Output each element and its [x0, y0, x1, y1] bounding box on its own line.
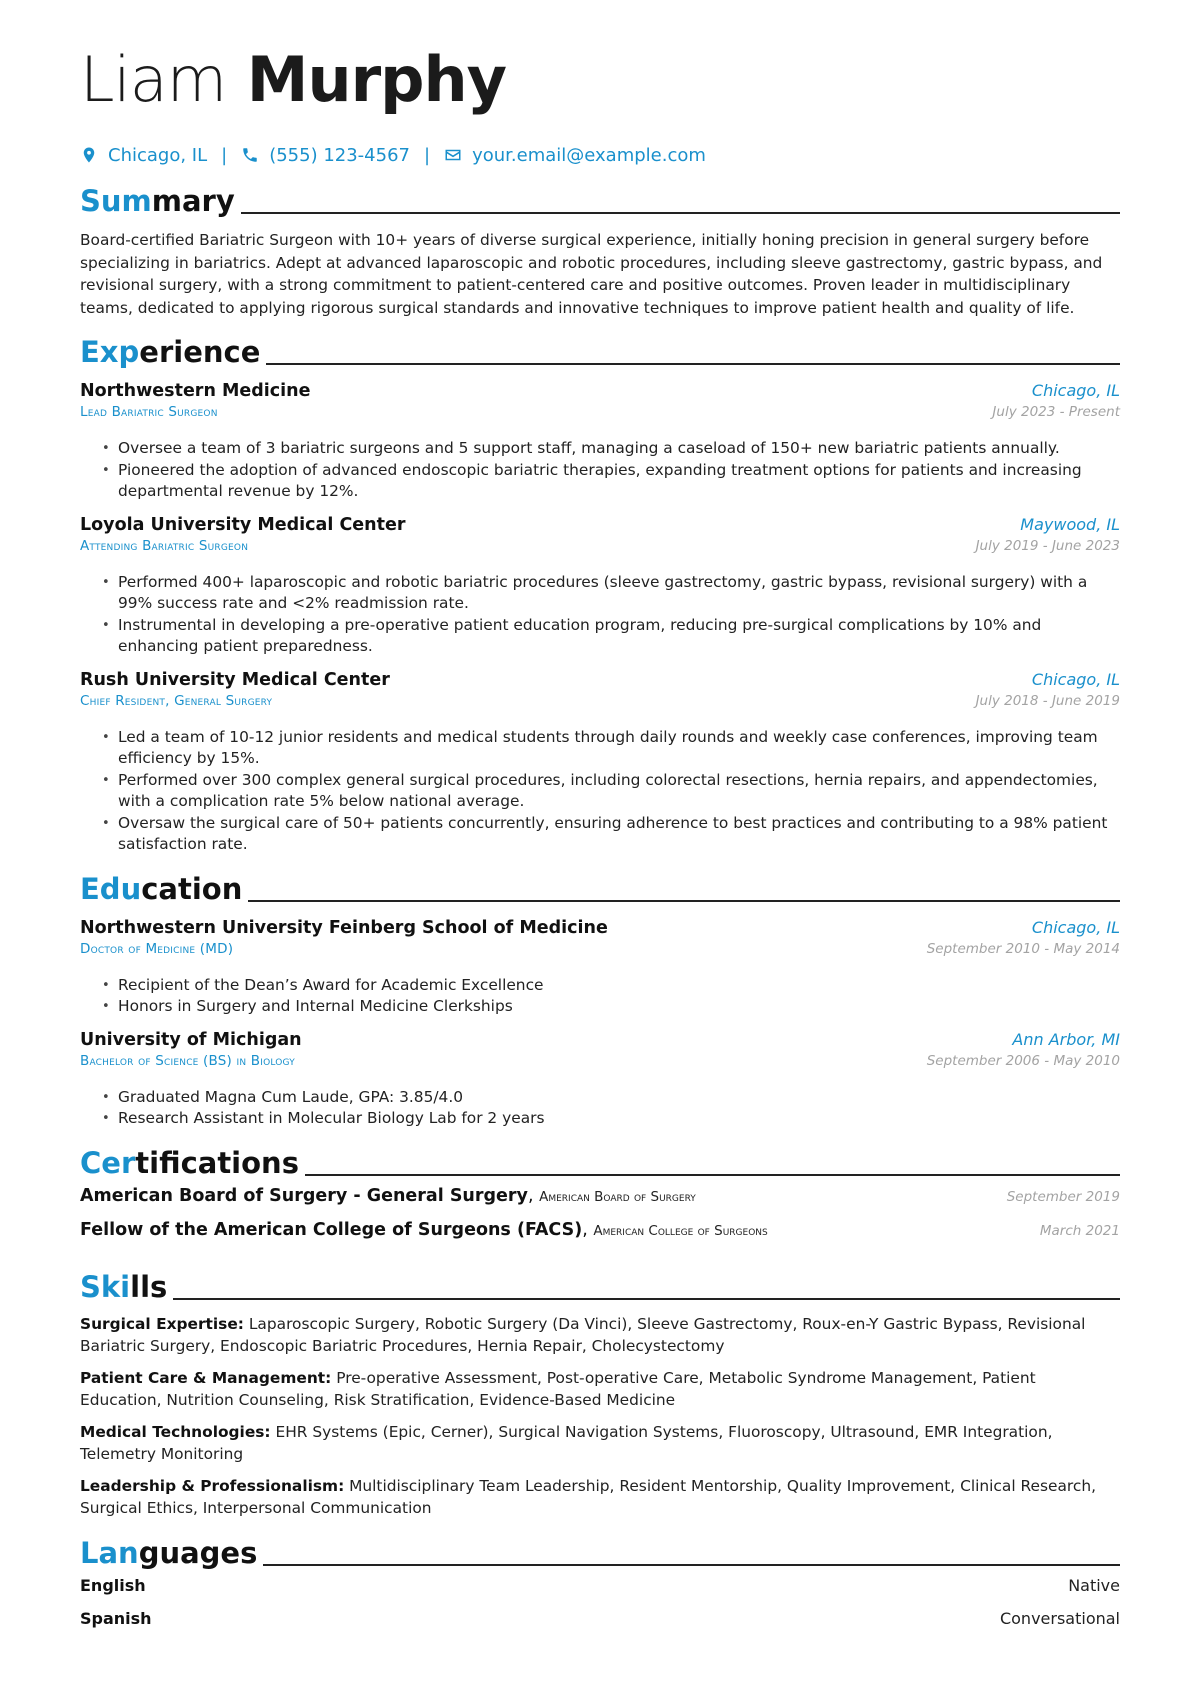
certification-item: Fellow of the American College of Surgeons (FACS), American College of Surgeons March 2021 [80, 1219, 1120, 1240]
phone-icon [241, 146, 259, 164]
skill-list: Laparoscopic Surgery, Robotic Surgery (Da Vinci), Sleeve Gastrectomy, Roux-en-Y Gastric Bypass, Revisional Bariatric Surgery, Endoscopic Bariatric Procedures, Hernia Repair, Cholecystectomy [80, 1314, 1086, 1355]
skill-group [80, 1475, 1120, 1520]
entry-dates: July 2019 - June 2023 [975, 537, 1120, 554]
bullet-item: • Performed over 300 complex general surgical procedures, including colorectal resections, hernia repairs, and appendectomies, with a complication rate 5% below national average. [118, 770, 1120, 813]
summary-text: Board-certified Bariatric Surgeon with 10+ years of diverse surgical experience, initially honing precision in general surgery before specializing in bariatrics. Adept at advanced laparoscopic and robotic procedures, including sleeve gastrectomy, gastric bypass, and revisional surgery, with a strong commitment to patient-centered care and positive outcomes. Proven leader in multidisciplinary teams, dedicated to applying rigorous surgical standards and innovative techniques to improve patient health and quality of life. [80, 231, 1103, 317]
certifications-heading [80, 1140, 1120, 1180]
entry-dates: September 2010 - May 2014 [926, 940, 1120, 957]
entry-dates: September 2006 - May 2010 [926, 1052, 1120, 1069]
section-title: Skills [80, 1269, 168, 1304]
skill-label: Medical Technologies: [80, 1422, 271, 1441]
certification-name: American Board of Surgery - General Surgery [80, 1185, 528, 1206]
section-rule [263, 1564, 1120, 1566]
school-name: Northwestern University Feinberg School of Medicine [80, 917, 608, 938]
entry-location: Chicago, IL [1031, 669, 1120, 689]
certifications-section [80, 1140, 1120, 1254]
contact-email[interactable] [444, 145, 706, 166]
skill-label: Surgical Expertise: [80, 1314, 244, 1333]
certification-item: American Board of Surgery - General Surgery, American Board of Surgery September 2019 [80, 1185, 1120, 1206]
entry-location: Chicago, IL [1031, 917, 1120, 937]
section-title: Education [80, 871, 243, 906]
skill-group [80, 1367, 1120, 1412]
summary-section [80, 178, 1120, 319]
degree-title: Bachelor of Science (BS) in Biology [80, 1052, 295, 1069]
certification-issuer: American College of Surgeons [593, 1222, 768, 1239]
section-rule [266, 363, 1120, 365]
education-entry [80, 1030, 1120, 1130]
map-marker-icon [80, 146, 98, 164]
certification-date: March 2021 [1039, 1222, 1120, 1239]
last-name: Murphy [246, 43, 507, 116]
email-link: your.email@example.com [472, 144, 706, 166]
skill-group [80, 1313, 1120, 1358]
languages-heading [80, 1530, 1120, 1570]
section-title: Summary [80, 184, 235, 218]
section-rule [248, 900, 1120, 902]
section-rule [173, 1298, 1120, 1300]
bullet-item: • Instrumental in developing a pre-operative patient education program, reducing pre-surgical complications by 10% and enhancing patient preparedness. [118, 615, 1120, 658]
education-entry [80, 918, 1120, 1018]
skill-label: Leadership & Professionalism: [80, 1476, 345, 1495]
contact-separator: | [424, 144, 431, 166]
summary-heading [80, 178, 1120, 218]
bullet-item: • Pioneered the adoption of advanced endoscopic bariatric therapies, expanding treatment options for patients and increasing departmental revenue by 12%. [118, 460, 1120, 503]
experience-section [80, 329, 1120, 856]
job-title: Attending Bariatric Surgeon [80, 537, 249, 554]
entry-location: Chicago, IL [1031, 381, 1120, 400]
bullet-list [80, 1087, 1120, 1130]
contact-location [80, 145, 207, 166]
section-rule [241, 212, 1120, 214]
contact-line [80, 142, 1120, 168]
skill-list: Pre-operative Assessment, Post-operative Care, Metabolic Syndrome Management, Patient Education, Nutrition Counseling, Risk Stratification, Evidence-Based Medicine [80, 1368, 1036, 1409]
bullet-list [80, 572, 1120, 658]
skill-list: Multidisciplinary Team Leadership, Resident Mentorship, Quality Improvement, Clinical Research, Surgical Ethics, Interpersonal Communication [80, 1476, 1096, 1517]
entry-dates: July 2023 - Present [992, 404, 1120, 420]
certification-issuer: American Board of Surgery [539, 1188, 696, 1205]
section-rule [305, 1174, 1120, 1176]
language-level: Conversational [999, 1608, 1120, 1628]
bullet-item: • Oversee a team of 3 bariatric surgeons and 5 support staff, managing a caseload of 150+ new bariatric patients annually. [118, 438, 1120, 460]
experience-entry [80, 670, 1120, 856]
contact-separator: | [221, 144, 228, 166]
bullet-item: • Recipient of the Dean’s Award for Academic Excellence [118, 975, 1120, 997]
skills-section [80, 1264, 1120, 1520]
job-title: Chief Resident, General Surgery [80, 692, 273, 709]
bullet-item: • Led a team of 10-12 junior residents and medical students through daily rounds and weekly case conferences, improving team efficiency by 15%. [118, 727, 1120, 770]
degree-title: Doctor of Medicine (MD) [80, 940, 234, 957]
bullet-item: • Research Assistant in Molecular Biology Lab for 2 years [118, 1108, 1120, 1130]
bullet-item: • Performed 400+ laparoscopic and robotic bariatric procedures (sleeve gastrectomy, gastric bypass, revisional surgery) with a 99% success rate and <2% readmission rate. [118, 572, 1120, 615]
section-title: Experience [80, 335, 261, 369]
certification-name: Fellow of the American College of Surgeons (FACS) [80, 1219, 583, 1240]
employer-name: Northwestern Medicine [80, 381, 311, 401]
envelope-icon [444, 146, 462, 164]
entry-location: Maywood, IL [1020, 514, 1120, 534]
phone-text: (555) 123-4567 [269, 144, 410, 166]
experience-heading [80, 329, 1120, 369]
language-item [80, 1609, 1120, 1642]
skill-list: EHR Systems (Epic, Cerner), Surgical Navigation Systems, Fluoroscopy, Ultrasound, EMR Integration, Telemetry Monitoring [80, 1422, 1053, 1463]
bullet-item: • Oversaw the surgical care of 50+ patients concurrently, ensuring adherence to best practices and contributing to a 98% patient satisfaction rate. [118, 813, 1120, 856]
languages-section [80, 1530, 1120, 1642]
first-name: Liam [80, 43, 227, 116]
job-title: Lead Bariatric Surgeon [80, 404, 218, 420]
language-level: Native [1068, 1575, 1120, 1595]
contact-phone[interactable] [241, 145, 410, 166]
skill-label: Patient Care & Management: [80, 1368, 332, 1387]
section-title: Languages [80, 1535, 258, 1570]
education-heading [80, 866, 1120, 906]
bullet-item: • Graduated Magna Cum Laude, GPA: 3.85/4.0 [118, 1087, 1120, 1109]
education-section [80, 866, 1120, 1130]
bullet-list [80, 438, 1120, 503]
language-name: English [80, 1575, 146, 1595]
school-name: University of Michigan [80, 1029, 302, 1050]
skills-heading [80, 1264, 1120, 1304]
entry-dates: July 2018 - June 2019 [975, 692, 1120, 709]
certification-date: September 2019 [1006, 1188, 1120, 1205]
experience-entry [80, 381, 1120, 503]
language-item [80, 1576, 1120, 1609]
bullet-list [80, 727, 1120, 856]
location-text: Chicago, IL [108, 144, 208, 166]
employer-name: Rush University Medical Center [80, 669, 390, 690]
section-title: Certifications [80, 1145, 299, 1180]
experience-entry [80, 515, 1120, 658]
entry-location: Ann Arbor, MI [1012, 1029, 1120, 1049]
bullet-item: • Honors in Surgery and Internal Medicine Clerkships [118, 996, 1120, 1018]
employer-name: Loyola University Medical Center [80, 514, 406, 535]
bullet-list [80, 975, 1120, 1018]
resume-content [80, 44, 1120, 1642]
skill-group [80, 1421, 1120, 1466]
candidate-name [80, 44, 1120, 116]
language-name: Spanish [80, 1608, 152, 1628]
